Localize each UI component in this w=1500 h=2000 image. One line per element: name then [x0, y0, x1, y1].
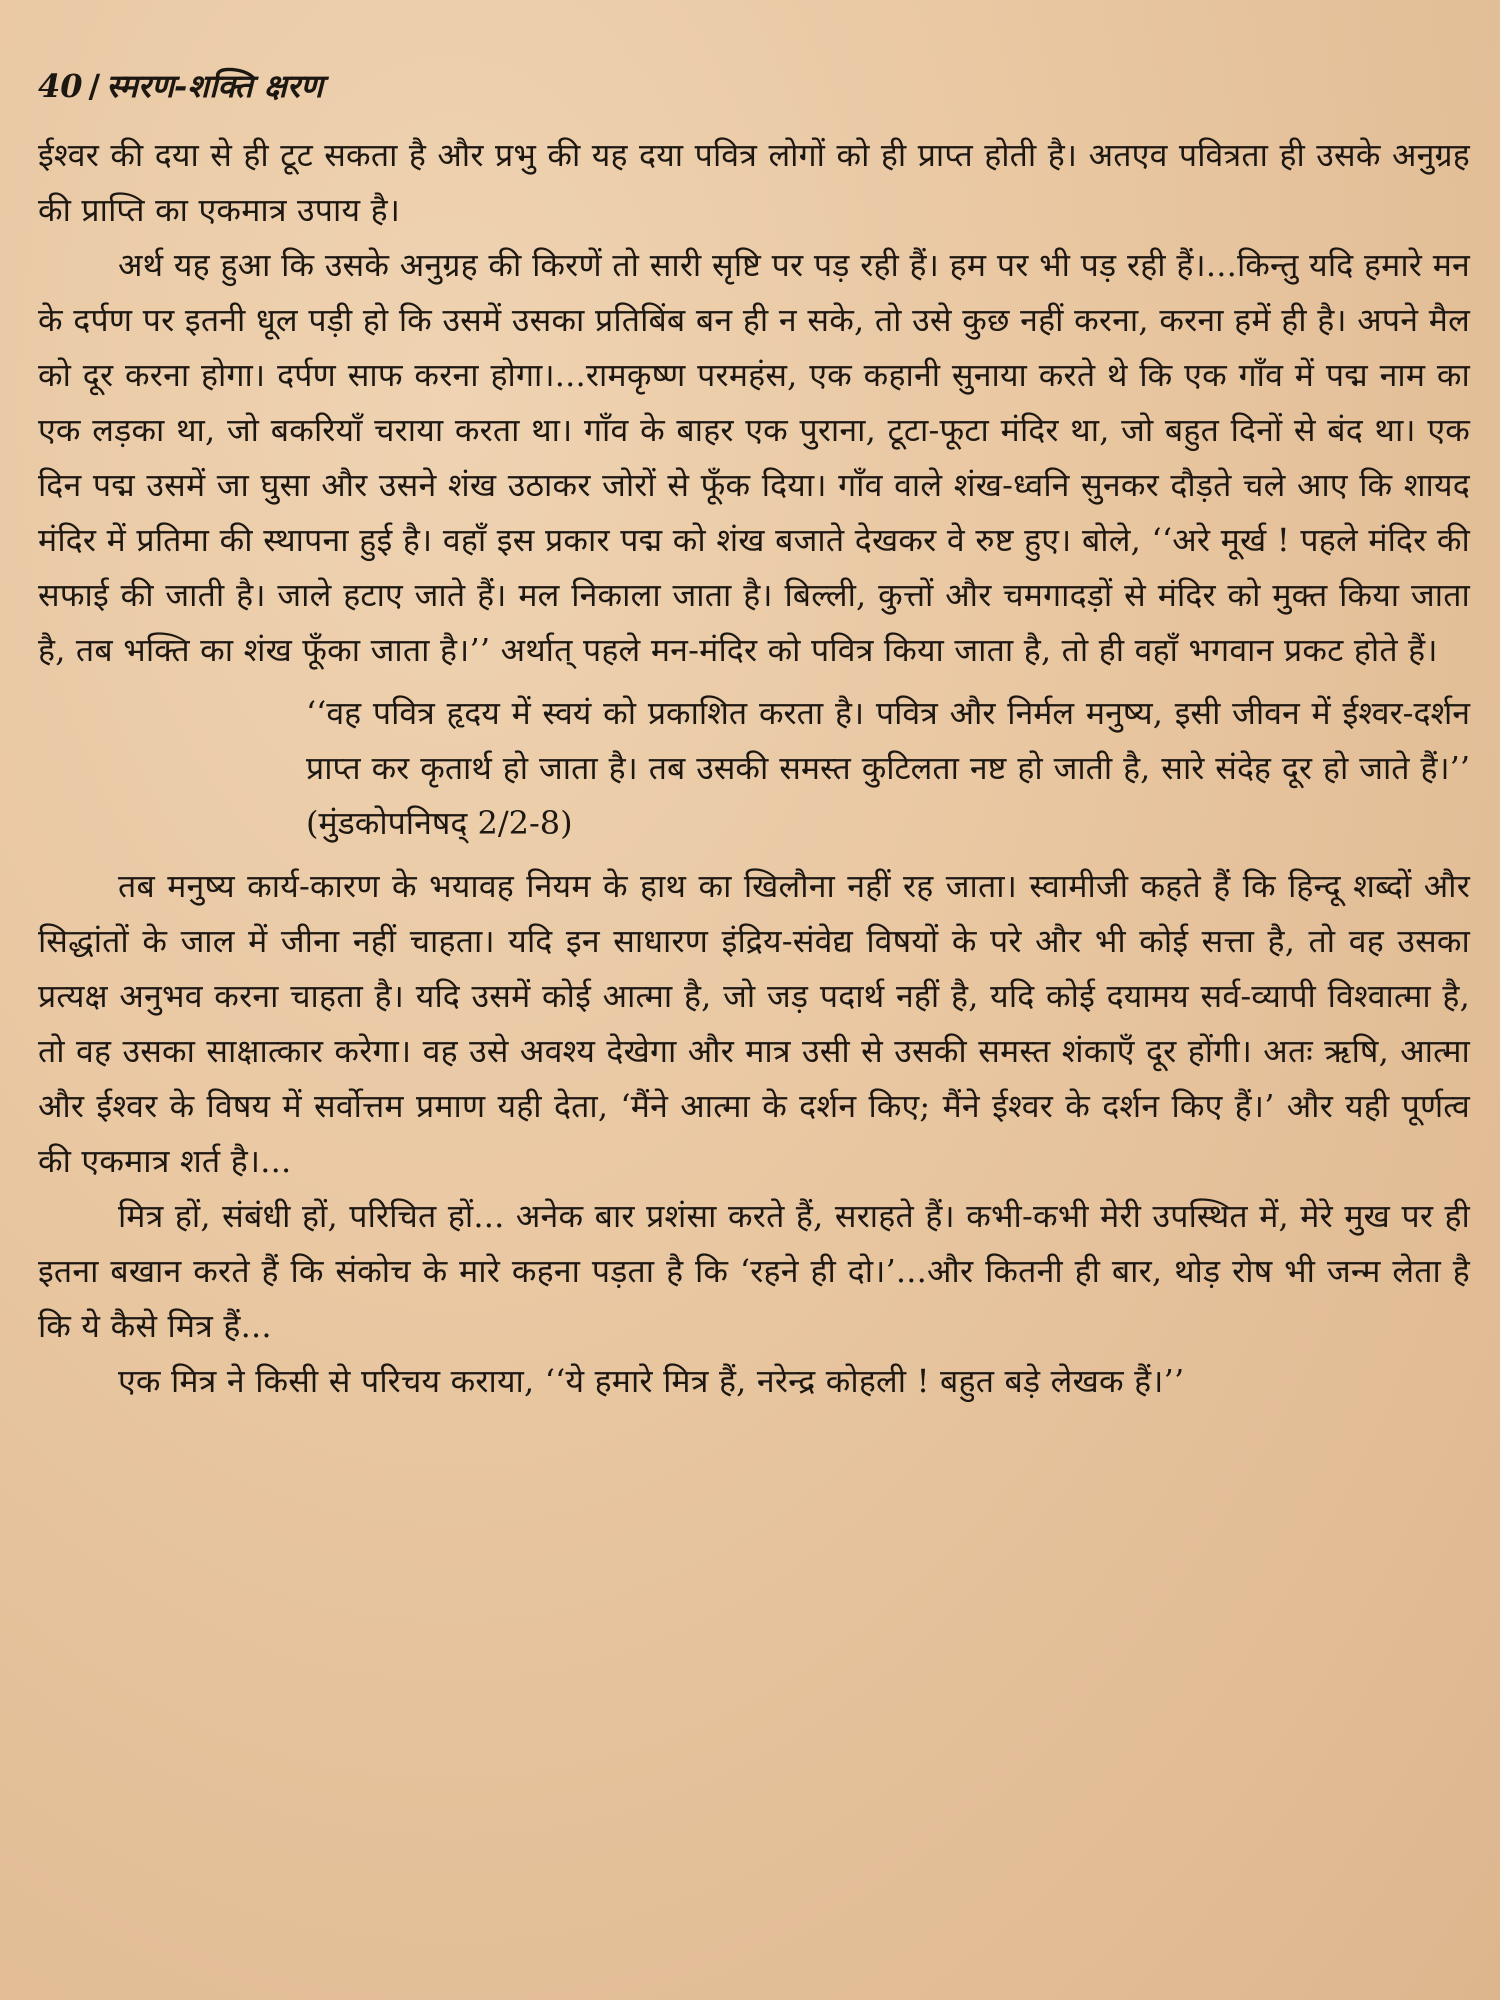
paragraph-swamiji: तब मनुष्य कार्य-कारण के भयावह नियम के हाथ का खिलौना नहीं रह जाता। स्वामीजी कहते हैं कि हिन्दू शब्दों और सिद्धांतों के जाल में जीना नहीं चाहता। यदि इन साधारण इंद्रिय-संवेद्य विषयों के परे और भी कोई सत्ता है, तो वह उसका प्रत्यक्ष अनुभव करना चाहता है। यदि उसमें कोई आत्मा है, जो जड़ पदार्थ नहीं है, यदि कोई दयामय सर्व-व्यापी विश्वात्मा है, तो वह उसका साक्षात्कार करेगा। वह उसे अवश्य देखेगा और मात्र उसी से उसकी समस्त शंकाएँ दूर होंगी। अतः ऋषि, आत्मा और ईश्वर के विषय में सर्वोत्तम प्रमाण यही देता, ‘मैंने आत्मा के दर्शन किए; मैंने ईश्वर के दर्शन किए हैं।’ और यही पूर्णत्व की एकमात्र शर्त है।...: [38, 867, 1470, 1180]
paragraph-continuation: ईश्वर की दया से ही टूट सकता है और प्रभु की यह दया पवित्र लोगों को ही प्राप्त होती है। अतएव पवित्रता ही उसके अनुग्रह की प्राप्ति का एकमात्र उपाय है।: [38, 136, 1470, 229]
page-number: 40: [38, 67, 83, 105]
paragraph-introduction: एक मित्र ने किसी से परिचय कराया, ‘‘ये हमारे मित्र हैं, नरेन्द्र कोहली ! बहुत बड़े लेखक हैं।’’: [118, 1362, 1185, 1400]
book-page: [38, 62, 1470, 1409]
header-separator: /: [88, 67, 101, 105]
paragraph-friends: मित्र हों, संबंधी हों, परिचित हों... अनेक बार प्रशंसा करते हैं, सराहते हैं। कभी-कभी मेरी उपस्थित में, मेरे मुख पर ही इतना बखान करते हैं कि संकोच के मारे कहना पड़ता है कि ‘रहने ही दो।’...और कितनी ही बार, थोड़ रोष भी जन्म लेता है कि ये कैसे मित्र हैं...: [38, 1197, 1470, 1345]
page-header: [38, 62, 1470, 110]
block-quote-mundaka: ‘‘वह पवित्र हृदय में स्वयं को प्रकाशित करता है। पवित्र और निर्मल मनुष्य, इसी जीवन में ईश्वर-दर्शन प्राप्त कर कृतार्थ हो जाता है। तब उसकी समस्त कुटिलता नष्ट हो जाती है, सारे संदेह दूर हो जाते हैं।’’ (मुंडकोपनिषद् 2/2-8): [306, 694, 1470, 842]
paragraph-ramakrishna-story: अर्थ यह हुआ कि उसके अनुग्रह की किरणें तो सारी सृष्टि पर पड़ रही हैं। हम पर भी पड़ रही हैं।...किन्तु यदि हमारे मन के दर्पण पर इतनी धूल पड़ी हो कि उसमें उसका प्रतिबिंब बन ही न सके, तो उसे कुछ नहीं करना, करना हमें ही है। अपने मैल को दूर करना होगा। दर्पण साफ करना होगा।...रामकृष्ण परमहंस, एक कहानी सुनाया करते थे कि एक गाँव में पद्म नाम का एक लड़का था, जो बकरियाँ चराया करता था। गाँव के बाहर एक पुराना, टूटा-फूटा मंदिर था, जो बहुत दिनों से बंद था। एक दिन पद्म उसमें जा घुसा और उसने शंख उठाकर जोरों से फूँक दिया। गाँव वाले शंख-ध्वनि सुनकर दौड़ते चले आए कि शायद मंदिर में प्रतिमा की स्थापना हुई है। वहाँ इस प्रकार पद्म को शंख बजाते देखकर वे रुष्ट हुए। बोले, ‘‘अरे मूर्ख ! पहले मंदिर की सफाई की जाती है। जाले हटाए जाते हैं। मल निकाला जाता है। बिल्ली, कुत्तों और चमगादड़ों से मंदिर को मुक्त किया जाता है, तब भक्ति का शंख फूँका जाता है।’’ अर्थात् पहले मन-मंदिर को पवित्र किया जाता है, तो ही वहाँ भगवान प्रकट होते हैं।: [38, 246, 1470, 669]
book-title: स्मरण-शक्ति क्षरण: [106, 67, 324, 105]
